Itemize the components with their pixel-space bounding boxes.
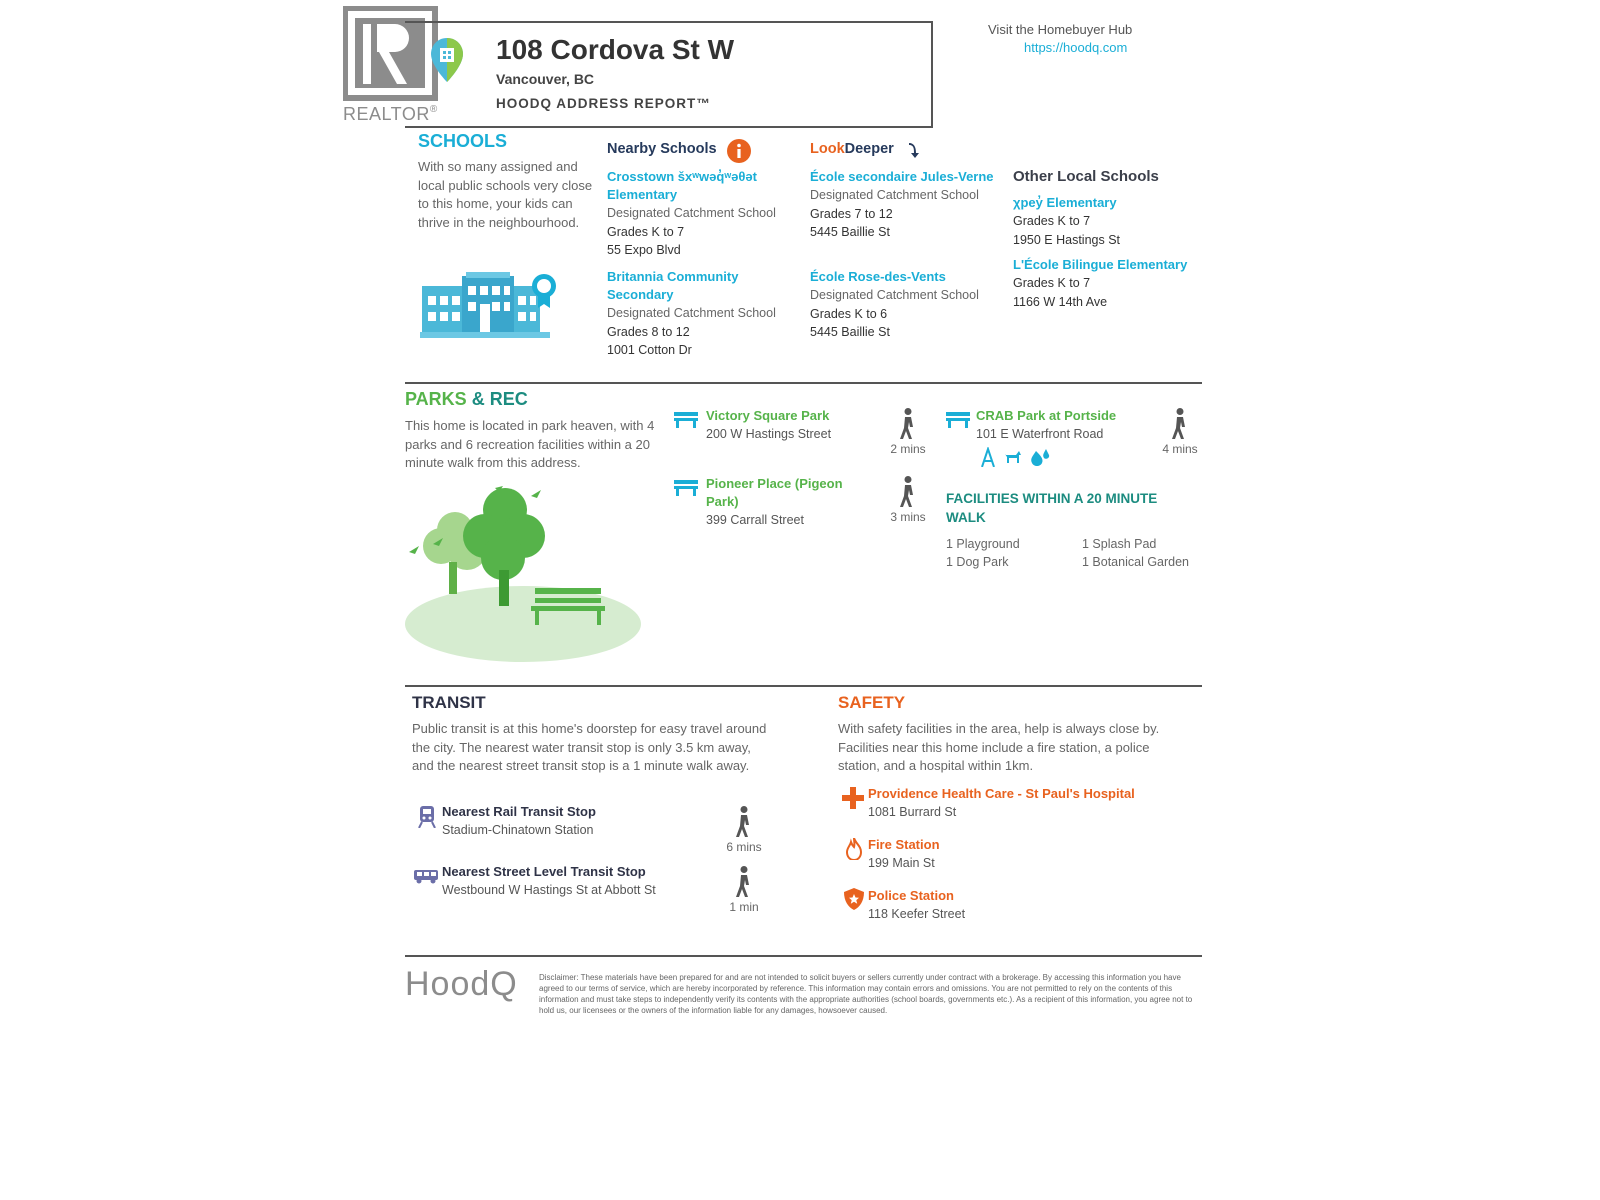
section-divider bbox=[405, 382, 1202, 384]
school-building-icon bbox=[420, 272, 560, 347]
safety-address: 118 Keefer Street bbox=[868, 907, 966, 921]
parks-description: This home is located in park heaven, with 4 parks and 6 recreation facilities within a 20 minute walk from this address. bbox=[405, 418, 655, 470]
lookdeeper-heading: LookDeeper bbox=[810, 141, 894, 157]
walking-person-icon bbox=[734, 806, 754, 838]
transit-item bbox=[442, 863, 722, 899]
other-schools-heading: Other Local Schools bbox=[1013, 168, 1159, 185]
school-address: 5445 Baillie St bbox=[810, 225, 890, 239]
school-name[interactable]: Britannia Community Secondary bbox=[607, 269, 739, 302]
school-name[interactable]: École secondaire Jules-Verne bbox=[810, 169, 994, 184]
location-pin-icon bbox=[428, 36, 466, 91]
schools-heading: SCHOOLS bbox=[418, 131, 508, 151]
facility-item: 1 Botanical Garden bbox=[1082, 555, 1190, 569]
school-address: 5445 Baillie St bbox=[810, 325, 890, 339]
police-badge-icon bbox=[844, 888, 864, 915]
nearby-schools-heading: Nearby Schools bbox=[607, 141, 717, 157]
school-grades: Grades 8 to 12 bbox=[607, 324, 690, 339]
bench-icon bbox=[674, 412, 698, 433]
safety-address: 199 Main St bbox=[868, 856, 935, 870]
school-type: Designated Catchment School bbox=[607, 306, 776, 320]
safety-name[interactable]: Providence Health Care - St Paul's Hospital bbox=[868, 786, 1135, 801]
walk-time: 1 min bbox=[714, 866, 774, 914]
arrow-down-icon bbox=[906, 143, 920, 164]
safety-address: 1081 Burrard St bbox=[868, 805, 957, 819]
transit-name[interactable]: Nearest Street Level Transit Stop bbox=[442, 864, 646, 879]
park-name[interactable]: Victory Square Park bbox=[706, 408, 830, 423]
school-card bbox=[1013, 194, 1213, 249]
school-grades: Grades 7 to 12 bbox=[810, 206, 893, 221]
disclaimer: Disclaimer: These materials have been prepared for and are not intended to solicit buyers or sellers currently under contract with a brokerage. By accessing this information you have agreed to our terms of service, which are hereby incorporated by reference. This information may contain errors and omissions. You are not permitted to rely on the contents of this information and must take steps to independently verify its contents with the appropriate authorities (school boards, governments etc.). As a recipient of this information, you agree not to hold us, our licensees or the owners of the information liable for any damages, howsoever caused. bbox=[539, 973, 1193, 1015]
safety-name[interactable]: Fire Station bbox=[868, 837, 940, 852]
facilities-heading: FACILITIES WITHIN A 20 MINUTE WALK bbox=[946, 491, 1158, 525]
transit-stop: Stadium-Chinatown Station bbox=[442, 823, 594, 837]
school-name[interactable]: L'École Bilingue Elementary bbox=[1013, 257, 1188, 272]
school-type: Designated Catchment School bbox=[607, 206, 776, 220]
property-city: Vancouver, BC bbox=[496, 71, 595, 87]
school-type: Designated Catchment School bbox=[810, 288, 979, 302]
walking-person-icon bbox=[1170, 408, 1190, 440]
park-name[interactable]: CRAB Park at Portside bbox=[976, 408, 1117, 423]
school-card bbox=[1013, 256, 1213, 311]
parks-heading: PARKS & REC bbox=[405, 389, 528, 409]
school-card bbox=[810, 168, 995, 242]
park-trees-icon bbox=[405, 486, 645, 671]
walking-person-icon bbox=[734, 866, 754, 898]
hub-link[interactable]: https://hoodq.com bbox=[1024, 40, 1128, 55]
safety-heading: SAFETY bbox=[838, 693, 906, 712]
school-grades: Grades K to 7 bbox=[1013, 276, 1091, 290]
school-address: 1166 W 14th Ave bbox=[1013, 294, 1108, 309]
walk-time: 4 mins bbox=[1150, 408, 1210, 456]
school-card bbox=[607, 168, 792, 260]
school-grades: Grades K to 7 bbox=[1013, 214, 1091, 228]
hoodq-logo: HoodQ bbox=[405, 965, 518, 1003]
property-address: 108 Cordova St W bbox=[496, 34, 735, 65]
park-item bbox=[706, 475, 866, 529]
school-grades: Grades K to 7 bbox=[607, 224, 685, 239]
transit-description: Public transit is at this home's doorstep for easy travel around the city. The nearest water transit stop is only 3.5 km away, and the nearest street transit stop is a 1 minute walk away. bbox=[412, 721, 767, 773]
playground-icon bbox=[982, 449, 994, 467]
facility-item: 1 Playground bbox=[946, 537, 1020, 551]
transit-item bbox=[442, 803, 722, 839]
facility-icons bbox=[980, 447, 1054, 472]
safety-item bbox=[868, 887, 1188, 923]
safety-name[interactable]: Police Station bbox=[868, 888, 954, 903]
bench-icon bbox=[674, 480, 698, 501]
safety-item bbox=[868, 785, 1188, 821]
info-icon[interactable] bbox=[726, 138, 752, 169]
section-divider bbox=[405, 685, 1202, 687]
walking-person-icon bbox=[898, 408, 918, 440]
park-address: 101 E Waterfront Road bbox=[976, 427, 1104, 441]
school-type: Designated Catchment School bbox=[810, 188, 979, 202]
fire-icon bbox=[846, 838, 862, 865]
hub-label: Visit the Homebuyer Hub bbox=[988, 22, 1133, 37]
park-item bbox=[976, 407, 1156, 443]
school-name[interactable]: École Rose-des-Vents bbox=[810, 269, 946, 284]
report-title: HOODQ ADDRESS REPORT™ bbox=[496, 96, 711, 111]
bus-icon bbox=[414, 870, 438, 889]
realtor-wordmark: REALTOR® bbox=[343, 104, 438, 124]
school-address: 55 Expo Blvd bbox=[607, 243, 681, 257]
school-name[interactable]: Crosstown šxʷwəq̓ʷəθət Elementary bbox=[607, 169, 757, 202]
train-icon bbox=[418, 806, 436, 833]
park-address: 200 W Hastings Street bbox=[706, 427, 832, 441]
bench-icon bbox=[946, 412, 970, 433]
school-address: 1001 Cotton Dr bbox=[607, 343, 692, 357]
school-card bbox=[810, 268, 995, 342]
walk-time: 6 mins bbox=[714, 806, 774, 854]
safety-description: With safety facilities in the area, help is always close by. Facilities near this home include a fire station, a police station, and a hospital within 1km. bbox=[838, 721, 1160, 773]
dog-icon bbox=[1005, 451, 1021, 463]
schools-description: With so many assigned and local public schools very close to this home, your kids can thrive in the neighbourhood. bbox=[418, 159, 593, 230]
park-address: 399 Carrall Street bbox=[706, 513, 804, 527]
park-name[interactable]: Pioneer Place (Pigeon Park) bbox=[706, 476, 843, 509]
walking-person-icon bbox=[898, 476, 918, 508]
transit-name[interactable]: Nearest Rail Transit Stop bbox=[442, 804, 596, 819]
transit-heading: TRANSIT bbox=[412, 693, 486, 712]
transit-stop: Westbound W Hastings St at Abbott St bbox=[442, 883, 656, 897]
splash-pad-icon bbox=[1031, 449, 1049, 466]
hospital-cross-icon bbox=[842, 787, 864, 814]
walk-time: 3 mins bbox=[878, 476, 938, 524]
walk-time: 2 mins bbox=[878, 408, 938, 456]
school-grades: Grades K to 6 bbox=[810, 306, 888, 321]
section-divider bbox=[405, 955, 1202, 957]
facility-item: 1 Dog Park bbox=[946, 555, 1009, 569]
school-card bbox=[607, 268, 792, 360]
school-address: 1950 E Hastings St bbox=[1013, 232, 1121, 247]
park-item bbox=[706, 407, 866, 443]
safety-item bbox=[868, 836, 1188, 872]
school-name[interactable]: χpey̓ Elementary bbox=[1013, 195, 1117, 210]
facility-item: 1 Splash Pad bbox=[1082, 537, 1157, 551]
